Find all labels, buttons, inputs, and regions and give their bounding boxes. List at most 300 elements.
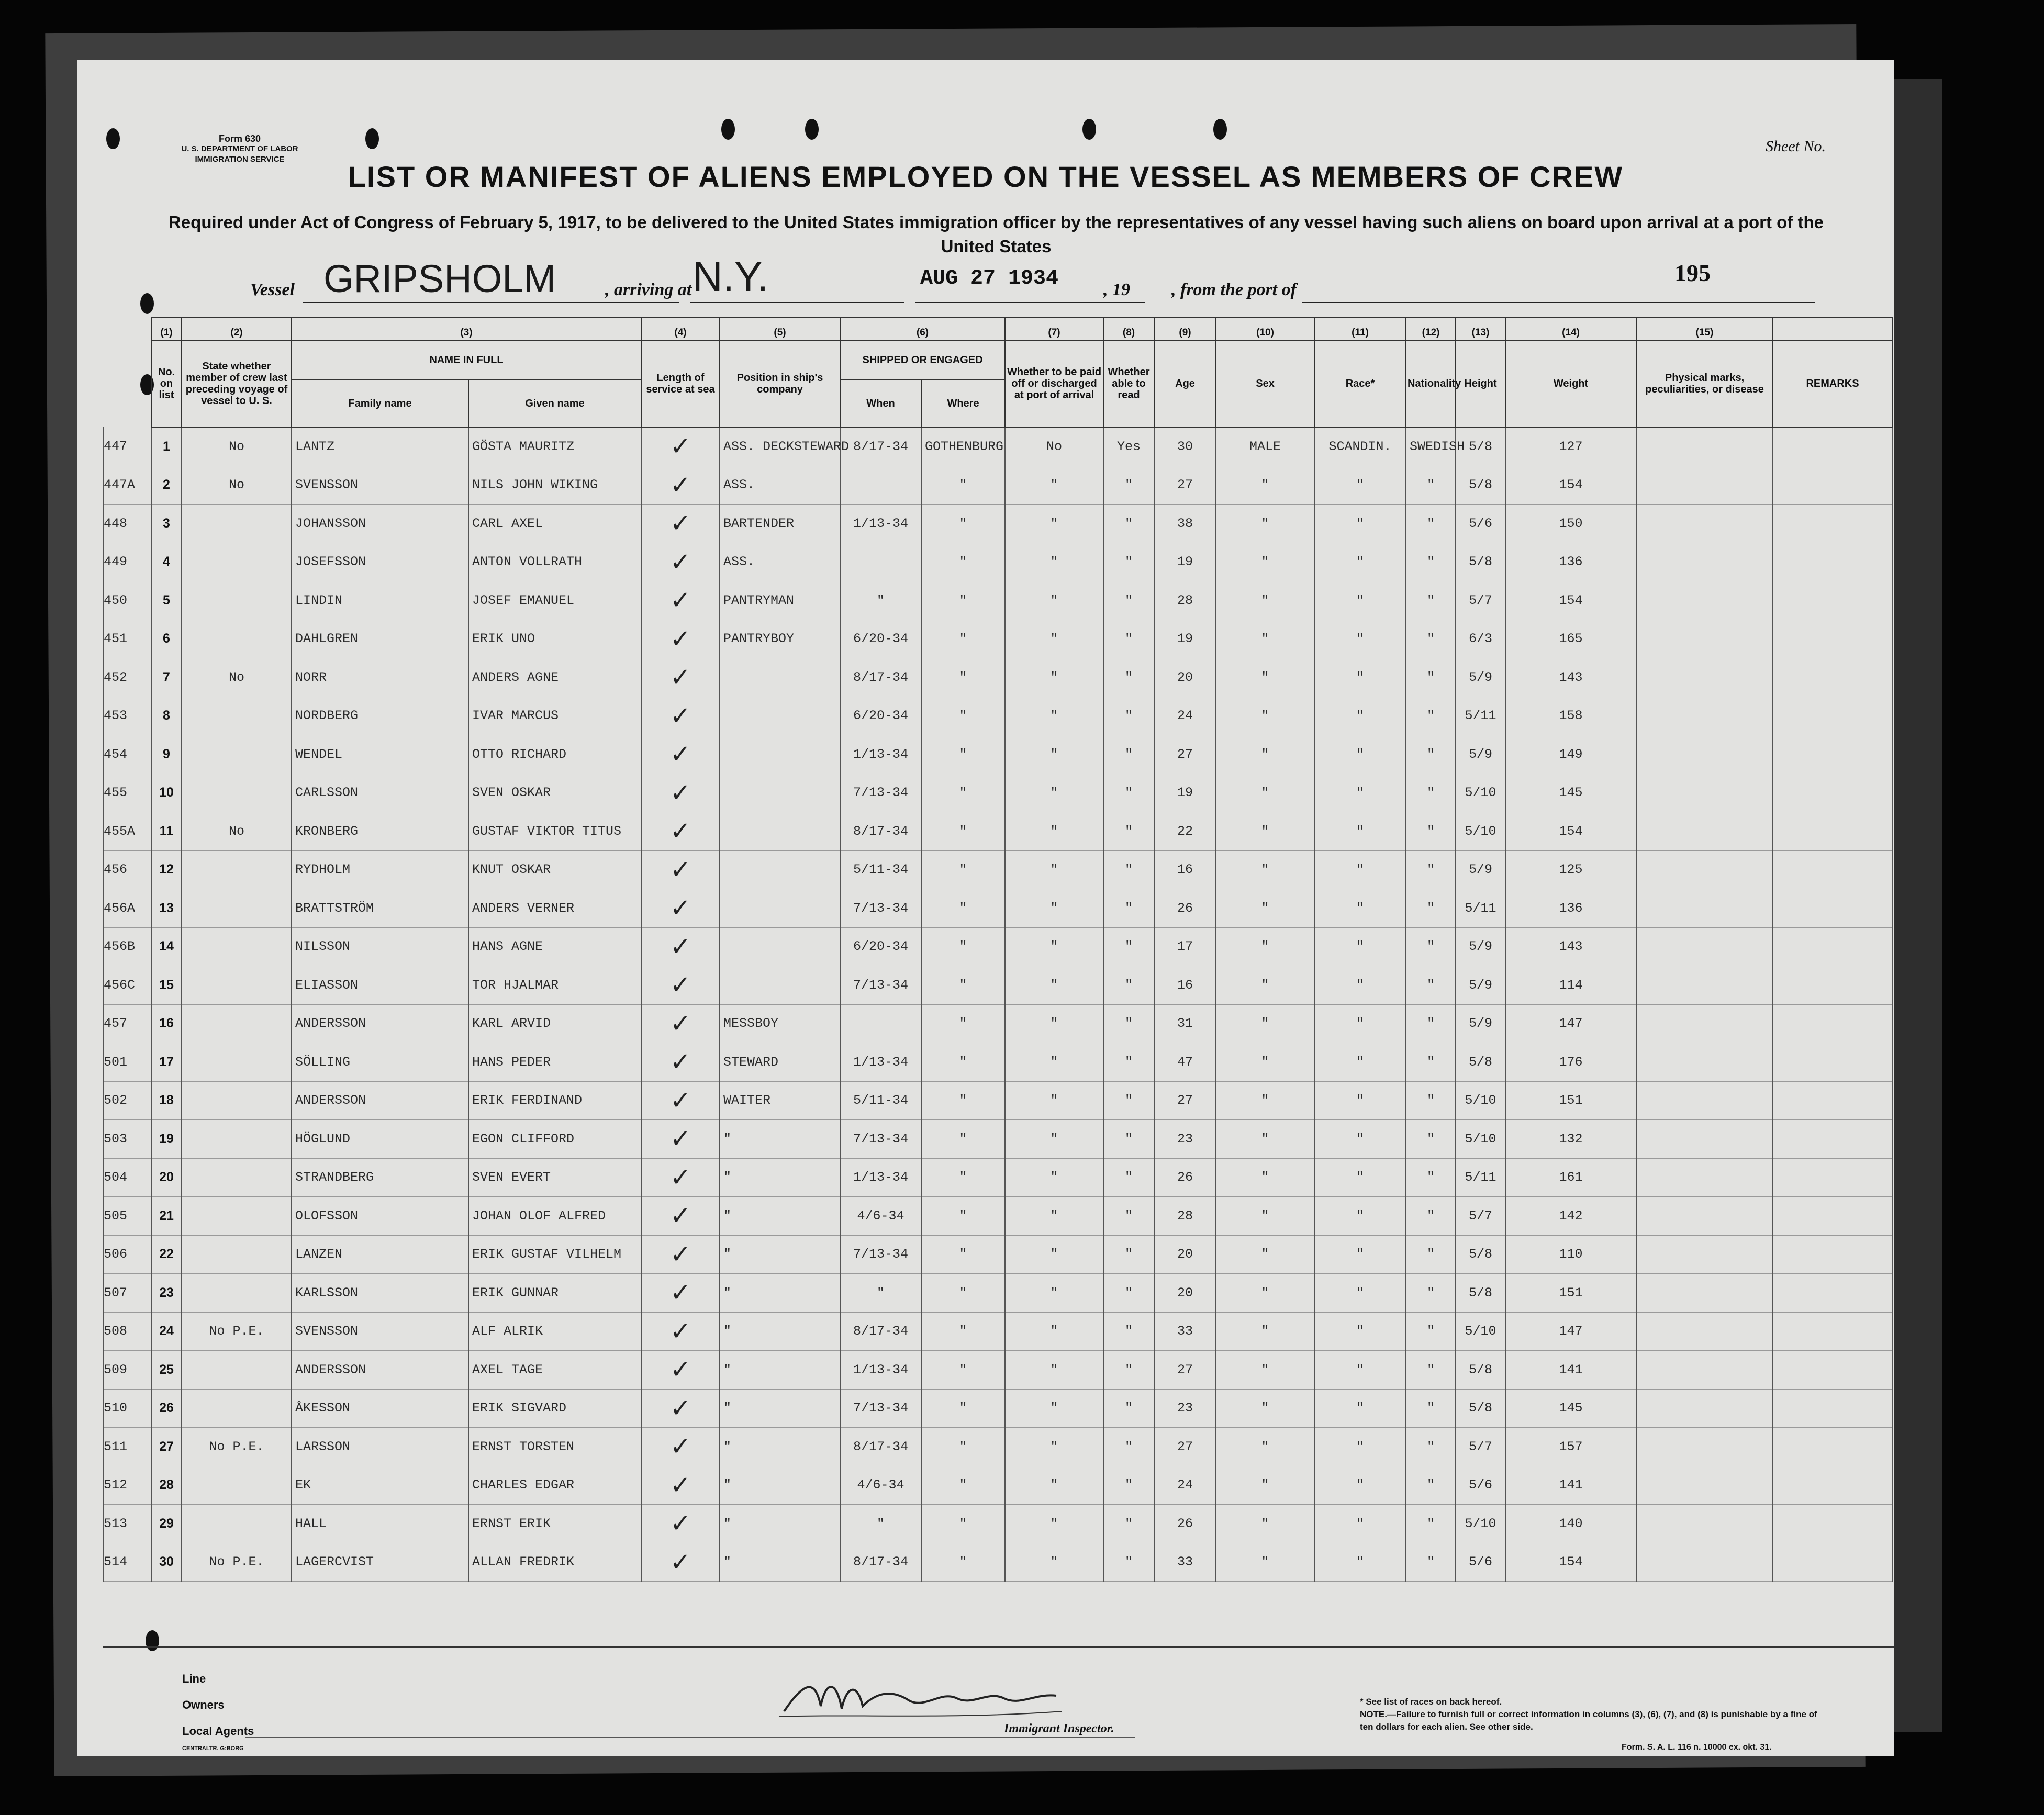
height-cell: 5/9: [1456, 1004, 1505, 1043]
margin-number-cell: 503: [103, 1120, 151, 1159]
table-row: [103, 1351, 1892, 1390]
family-name-cell: HALL: [292, 1505, 468, 1543]
footer-notes: [1360, 1696, 1831, 1733]
shipped-where-cell: ": [921, 1158, 1005, 1197]
able-to-read-cell: Yes: [1103, 427, 1154, 466]
physical-marks-cell: [1636, 581, 1773, 620]
shipped-where-cell: ": [921, 812, 1005, 851]
sex-cell: ": [1216, 620, 1314, 658]
nationality-cell: ": [1406, 1505, 1456, 1543]
given-name-cell: IVAR MARCUS: [468, 697, 641, 735]
physical-marks-cell: [1636, 1428, 1773, 1466]
shipped-when-cell: [840, 543, 921, 581]
line-number-cell: 29: [151, 1505, 182, 1543]
nationality-cell: ": [1406, 1274, 1456, 1313]
race-cell: ": [1314, 735, 1406, 774]
margin-number-cell: 507: [103, 1274, 151, 1313]
race-cell: ": [1314, 697, 1406, 735]
service-check-cell: [641, 466, 720, 505]
family-name-cell: WENDEL: [292, 735, 468, 774]
check-mark-icon: ✓: [669, 778, 691, 808]
height-cell: 5/8: [1456, 1389, 1505, 1428]
table-row: [103, 889, 1892, 928]
line-number-cell: 12: [151, 850, 182, 889]
family-name-cell: RYDHOLM: [292, 850, 468, 889]
age-cell: 24: [1154, 1466, 1216, 1505]
age-cell: 19: [1154, 620, 1216, 658]
weight-cell: 154: [1505, 581, 1636, 620]
physical-marks-cell: [1636, 1274, 1773, 1313]
service-check-cell: [641, 620, 720, 658]
weight-cell: 125: [1505, 850, 1636, 889]
height-cell: 5/10: [1456, 1312, 1505, 1351]
margin-number-cell: 456A: [103, 889, 151, 928]
race-cell: ": [1314, 658, 1406, 697]
check-mark-icon: ✓: [669, 663, 691, 692]
col-num: (13): [1456, 317, 1505, 340]
line-number-cell: 23: [151, 1274, 182, 1313]
date-rule: [915, 302, 1145, 303]
age-cell: 27: [1154, 1351, 1216, 1390]
physical-marks-cell: [1636, 658, 1773, 697]
previous-voyage-cell: No P.E.: [182, 1428, 292, 1466]
sex-cell: ": [1216, 966, 1314, 1005]
nationality-cell: ": [1406, 774, 1456, 812]
check-mark-icon: ✓: [669, 855, 691, 884]
line-number-cell: 28: [151, 1466, 182, 1505]
manifest-page: [77, 60, 1894, 1756]
weight-cell: 127: [1505, 427, 1636, 466]
race-cell: ": [1314, 1351, 1406, 1390]
previous-voyage-cell: [182, 620, 292, 658]
sex-cell: ": [1216, 466, 1314, 505]
able-to-read-cell: ": [1103, 1466, 1154, 1505]
margin-number-cell: 448: [103, 505, 151, 543]
given-name-cell: ERIK GUSTAF VILHELM: [468, 1235, 641, 1274]
vessel-label: Vessel: [250, 280, 295, 299]
margin-number-cell: 511: [103, 1428, 151, 1466]
table-row: [103, 1235, 1892, 1274]
given-name-cell: JOSEF EMANUEL: [468, 581, 641, 620]
service-check-cell: [641, 1389, 720, 1428]
height-cell: 5/10: [1456, 774, 1505, 812]
check-mark-icon: ✓: [669, 1085, 691, 1115]
shipped-where-cell: ": [921, 1120, 1005, 1159]
position-cell: [720, 658, 840, 697]
weight-cell: 157: [1505, 1428, 1636, 1466]
service-check-cell: [641, 1428, 720, 1466]
given-name-cell: ERNST TORSTEN: [468, 1428, 641, 1466]
height-cell: 5/7: [1456, 581, 1505, 620]
paid-off-cell: ": [1005, 1158, 1103, 1197]
margin-number-cell: 455: [103, 774, 151, 812]
height-cell: 5/10: [1456, 1081, 1505, 1120]
able-to-read-cell: ": [1103, 1197, 1154, 1236]
sex-cell: ": [1216, 1043, 1314, 1082]
previous-voyage-cell: [182, 774, 292, 812]
shipped-where-cell: ": [921, 1235, 1005, 1274]
nationality-cell: ": [1406, 1043, 1456, 1082]
age-cell: 16: [1154, 966, 1216, 1005]
from-port-rule: [1302, 302, 1815, 303]
paid-off-cell: ": [1005, 543, 1103, 581]
service-name: IMMIGRATION SERVICE: [195, 155, 285, 164]
check-mark-icon: ✓: [669, 893, 691, 923]
age-cell: 27: [1154, 466, 1216, 505]
paid-off-cell: ": [1005, 927, 1103, 966]
previous-voyage-cell: No P.E.: [182, 1543, 292, 1582]
shipped-when-cell: 1/13-34: [840, 505, 921, 543]
height-cell: 5/7: [1456, 1197, 1505, 1236]
arriving-label: , arriving at: [605, 280, 692, 299]
weight-cell: 158: [1505, 697, 1636, 735]
race-cell: ": [1314, 966, 1406, 1005]
given-name-cell: HANS PEDER: [468, 1043, 641, 1082]
remarks-cell: [1773, 1043, 1892, 1082]
position-cell: [720, 927, 840, 966]
table-row: [103, 505, 1892, 543]
paid-off-cell: ": [1005, 658, 1103, 697]
position-cell: [720, 735, 840, 774]
service-check-cell: [641, 1120, 720, 1159]
previous-voyage-cell: [182, 581, 292, 620]
previous-voyage-cell: [182, 1004, 292, 1043]
position-cell: ": [720, 1235, 840, 1274]
line-number-cell: 20: [151, 1158, 182, 1197]
check-mark-icon: ✓: [669, 1047, 691, 1077]
vessel-rule: [303, 302, 679, 303]
race-cell: ": [1314, 1120, 1406, 1159]
paid-off-cell: ": [1005, 581, 1103, 620]
race-cell: ": [1314, 1543, 1406, 1582]
shipped-where-cell: ": [921, 1543, 1005, 1582]
margin-number-cell: 451: [103, 620, 151, 658]
able-to-read-cell: ": [1103, 927, 1154, 966]
page-number: 195: [1674, 260, 1711, 286]
paid-off-cell: ": [1005, 1543, 1103, 1582]
service-check-cell: [641, 1274, 720, 1313]
previous-voyage-cell: No: [182, 466, 292, 505]
punch-hole: [721, 119, 735, 140]
paid-off-cell: ": [1005, 1351, 1103, 1390]
weight-cell: 151: [1505, 1081, 1636, 1120]
header-when: When: [840, 380, 921, 427]
nationality-cell: ": [1406, 1543, 1456, 1582]
margin-number-cell: 508: [103, 1312, 151, 1351]
table-row: [103, 1428, 1892, 1466]
remarks-cell: [1773, 1158, 1892, 1197]
shipped-where-cell: ": [921, 966, 1005, 1005]
check-mark-icon: ✓: [669, 1470, 691, 1500]
col-num: (12): [1406, 317, 1456, 340]
from-port-label: , from the port of: [1171, 280, 1297, 299]
header-paid-off: Whether to be paid off or discharged at port of arrival: [1005, 340, 1103, 427]
weight-cell: 136: [1505, 543, 1636, 581]
given-name-cell: NILS JOHN WIKING: [468, 466, 641, 505]
previous-voyage-cell: No: [182, 427, 292, 466]
col-num: (4): [641, 317, 720, 340]
line-number-cell: 10: [151, 774, 182, 812]
race-cell: ": [1314, 1312, 1406, 1351]
previous-voyage-cell: [182, 966, 292, 1005]
table-row: [103, 1081, 1892, 1120]
shipped-where-cell: GOTHENBURG: [921, 427, 1005, 466]
remarks-cell: [1773, 1351, 1892, 1390]
col-num: (14): [1505, 317, 1636, 340]
weight-cell: 154: [1505, 812, 1636, 851]
local-agents-label: Local Agents: [182, 1724, 254, 1738]
age-cell: 31: [1154, 1004, 1216, 1043]
given-name-cell: KARL ARVID: [468, 1004, 641, 1043]
age-cell: 33: [1154, 1543, 1216, 1582]
service-check-cell: [641, 1505, 720, 1543]
table-row: [103, 697, 1892, 735]
table-row: [103, 1312, 1892, 1351]
remarks-cell: [1773, 658, 1892, 697]
table-row: [103, 927, 1892, 966]
age-cell: 24: [1154, 697, 1216, 735]
position-cell: ": [720, 1312, 840, 1351]
physical-marks-cell: [1636, 697, 1773, 735]
physical-marks-cell: [1636, 543, 1773, 581]
age-cell: 28: [1154, 581, 1216, 620]
remarks-cell: [1773, 1274, 1892, 1313]
check-mark-icon: ✓: [669, 509, 691, 539]
race-cell: ": [1314, 812, 1406, 851]
shipped-where-cell: ": [921, 927, 1005, 966]
height-cell: 5/8: [1456, 1235, 1505, 1274]
service-check-cell: [641, 505, 720, 543]
given-name-cell: ERIK SIGVARD: [468, 1389, 641, 1428]
able-to-read-cell: ": [1103, 812, 1154, 851]
position-cell: ": [720, 1120, 840, 1159]
table-row: [103, 1466, 1892, 1505]
able-to-read-cell: ": [1103, 1004, 1154, 1043]
line-number-cell: 14: [151, 927, 182, 966]
printer-mark: CENTRALTR. G:BORG: [182, 1745, 244, 1752]
weight-cell: 145: [1505, 1389, 1636, 1428]
header-weight: Weight: [1505, 340, 1636, 427]
arrival-port: N.Y.: [692, 253, 769, 300]
position-cell: ASS.: [720, 466, 840, 505]
paid-off-cell: ": [1005, 620, 1103, 658]
height-cell: 5/6: [1456, 1543, 1505, 1582]
table-row: [103, 812, 1892, 851]
physical-marks-cell: [1636, 1389, 1773, 1428]
previous-voyage-cell: [182, 543, 292, 581]
service-check-cell: [641, 697, 720, 735]
position-cell: MESSBOY: [720, 1004, 840, 1043]
sex-cell: ": [1216, 850, 1314, 889]
margin-number-cell: 457: [103, 1004, 151, 1043]
paid-off-cell: ": [1005, 889, 1103, 928]
paid-off-cell: ": [1005, 697, 1103, 735]
height-cell: 5/6: [1456, 1466, 1505, 1505]
table-row: [103, 543, 1892, 581]
nationality-cell: ": [1406, 1351, 1456, 1390]
shipped-where-cell: ": [921, 1081, 1005, 1120]
remarks-cell: [1773, 966, 1892, 1005]
physical-marks-cell: [1636, 966, 1773, 1005]
position-cell: ASS.: [720, 543, 840, 581]
header-height: Height: [1456, 340, 1505, 427]
table-row: [103, 620, 1892, 658]
position-cell: ": [720, 1466, 840, 1505]
col-num: (11): [1314, 317, 1406, 340]
table-row: [103, 581, 1892, 620]
previous-voyage-cell: [182, 927, 292, 966]
family-name-cell: LINDIN: [292, 581, 468, 620]
age-cell: 27: [1154, 1428, 1216, 1466]
sex-cell: ": [1216, 735, 1314, 774]
nationality-cell: ": [1406, 658, 1456, 697]
physical-marks-cell: [1636, 1158, 1773, 1197]
family-name-cell: ELIASSON: [292, 966, 468, 1005]
physical-marks-cell: [1636, 1505, 1773, 1543]
paid-off-cell: ": [1005, 1235, 1103, 1274]
remarks-cell: [1773, 1543, 1892, 1582]
position-cell: [720, 774, 840, 812]
remarks-cell: [1773, 505, 1892, 543]
sex-cell: ": [1216, 658, 1314, 697]
shipped-when-cell: 7/13-34: [840, 966, 921, 1005]
shipped-when-cell: 8/17-34: [840, 427, 921, 466]
family-name-cell: LANTZ: [292, 427, 468, 466]
race-cell: ": [1314, 1235, 1406, 1274]
margin-number-cell: 512: [103, 1466, 151, 1505]
shipped-when-cell: [840, 466, 921, 505]
nationality-cell: ": [1406, 1235, 1456, 1274]
weight-cell: 142: [1505, 1197, 1636, 1236]
shipped-where-cell: ": [921, 1004, 1005, 1043]
age-cell: 17: [1154, 927, 1216, 966]
age-cell: 26: [1154, 889, 1216, 928]
check-mark-icon: ✓: [669, 1316, 691, 1346]
position-cell: ": [720, 1274, 840, 1313]
remarks-cell: [1773, 774, 1892, 812]
header-previous-voyage: State whether member of crew last preceding voyage of vessel to U. S.: [182, 340, 292, 427]
sex-cell: ": [1216, 1081, 1314, 1120]
able-to-read-cell: ": [1103, 1235, 1154, 1274]
height-cell: 5/11: [1456, 1158, 1505, 1197]
margin-number-cell: 447: [103, 427, 151, 466]
local-agents-rule: [245, 1737, 1135, 1738]
weight-cell: 149: [1505, 735, 1636, 774]
paid-off-cell: ": [1005, 1197, 1103, 1236]
previous-voyage-cell: [182, 697, 292, 735]
column-number-row: [103, 317, 1892, 340]
weight-cell: 136: [1505, 889, 1636, 928]
race-cell: ": [1314, 850, 1406, 889]
remarks-cell: [1773, 850, 1892, 889]
previous-voyage-cell: [182, 1235, 292, 1274]
punch-hole: [1082, 119, 1096, 140]
paid-off-cell: ": [1005, 1004, 1103, 1043]
table-row: [103, 1043, 1892, 1082]
table-row: [103, 1197, 1892, 1236]
given-name-cell: AXEL TAGE: [468, 1351, 641, 1390]
shipped-when-cell: 7/13-34: [840, 1120, 921, 1159]
col-num: (7): [1005, 317, 1103, 340]
header-given-name: Given name: [468, 380, 641, 427]
margin-number-cell: 504: [103, 1158, 151, 1197]
physical-marks-cell: [1636, 1197, 1773, 1236]
physical-marks-cell: [1636, 1312, 1773, 1351]
service-check-cell: [641, 812, 720, 851]
margin-number-cell: 447A: [103, 466, 151, 505]
paid-off-cell: ": [1005, 735, 1103, 774]
nationality-cell: ": [1406, 1428, 1456, 1466]
line-number-cell: 7: [151, 658, 182, 697]
age-cell: 26: [1154, 1505, 1216, 1543]
line-number-cell: 21: [151, 1197, 182, 1236]
vessel-name: GRIPSHOLM: [323, 257, 556, 300]
physical-marks-cell: [1636, 1081, 1773, 1120]
height-cell: 5/6: [1456, 505, 1505, 543]
line-number-cell: 4: [151, 543, 182, 581]
col-num: (9): [1154, 317, 1216, 340]
header-able-to-read: Whether able to read: [1103, 340, 1154, 427]
service-check-cell: [641, 1004, 720, 1043]
given-name-cell: CARL AXEL: [468, 505, 641, 543]
margin-number-cell: 455A: [103, 812, 151, 851]
given-name-cell: OTTO RICHARD: [468, 735, 641, 774]
sex-cell: ": [1216, 1120, 1314, 1159]
header-name-in-full: NAME IN FULL: [292, 340, 641, 380]
given-name-cell: SVEN EVERT: [468, 1158, 641, 1197]
nationality-cell: ": [1406, 1466, 1456, 1505]
family-name-cell: DAHLGREN: [292, 620, 468, 658]
position-cell: ": [720, 1158, 840, 1197]
check-mark-icon: ✓: [669, 932, 691, 961]
able-to-read-cell: ": [1103, 543, 1154, 581]
check-mark-icon: ✓: [669, 1355, 691, 1385]
physical-marks-cell: [1636, 927, 1773, 966]
year-label: , 19: [1103, 280, 1130, 299]
given-name-cell: TOR HJALMAR: [468, 966, 641, 1005]
shipped-where-cell: ": [921, 1351, 1005, 1390]
weight-cell: 147: [1505, 1004, 1636, 1043]
position-cell: [720, 697, 840, 735]
margin-number-cell: 502: [103, 1081, 151, 1120]
punch-hole: [146, 1630, 159, 1651]
shipped-when-cell: 4/6-34: [840, 1466, 921, 1505]
nationality-cell: ": [1406, 620, 1456, 658]
remarks-cell: [1773, 1389, 1892, 1428]
shipped-where-cell: ": [921, 505, 1005, 543]
line-number-cell: 2: [151, 466, 182, 505]
line-number-cell: 19: [151, 1120, 182, 1159]
given-name-cell: ALF ALRIK: [468, 1312, 641, 1351]
family-name-cell: HÖGLUND: [292, 1120, 468, 1159]
given-name-cell: GUSTAF VIKTOR TITUS: [468, 812, 641, 851]
check-mark-icon: ✓: [669, 1162, 691, 1192]
check-mark-icon: ✓: [669, 1509, 691, 1539]
header-nationality: Nationality: [1406, 340, 1456, 427]
service-check-cell: [641, 850, 720, 889]
shipped-when-cell: 4/6-34: [840, 1197, 921, 1236]
sex-cell: ": [1216, 1389, 1314, 1428]
family-name-cell: BRATTSTRÖM: [292, 889, 468, 928]
shipped-when-cell: 7/13-34: [840, 889, 921, 928]
age-cell: 16: [1154, 850, 1216, 889]
able-to-read-cell: ": [1103, 966, 1154, 1005]
physical-marks-cell: [1636, 1351, 1773, 1390]
paid-off-cell: ": [1005, 1274, 1103, 1313]
arrival-date-stamp: AUG 27 1934: [920, 267, 1059, 290]
able-to-read-cell: ": [1103, 658, 1154, 697]
height-cell: 5/11: [1456, 889, 1505, 928]
